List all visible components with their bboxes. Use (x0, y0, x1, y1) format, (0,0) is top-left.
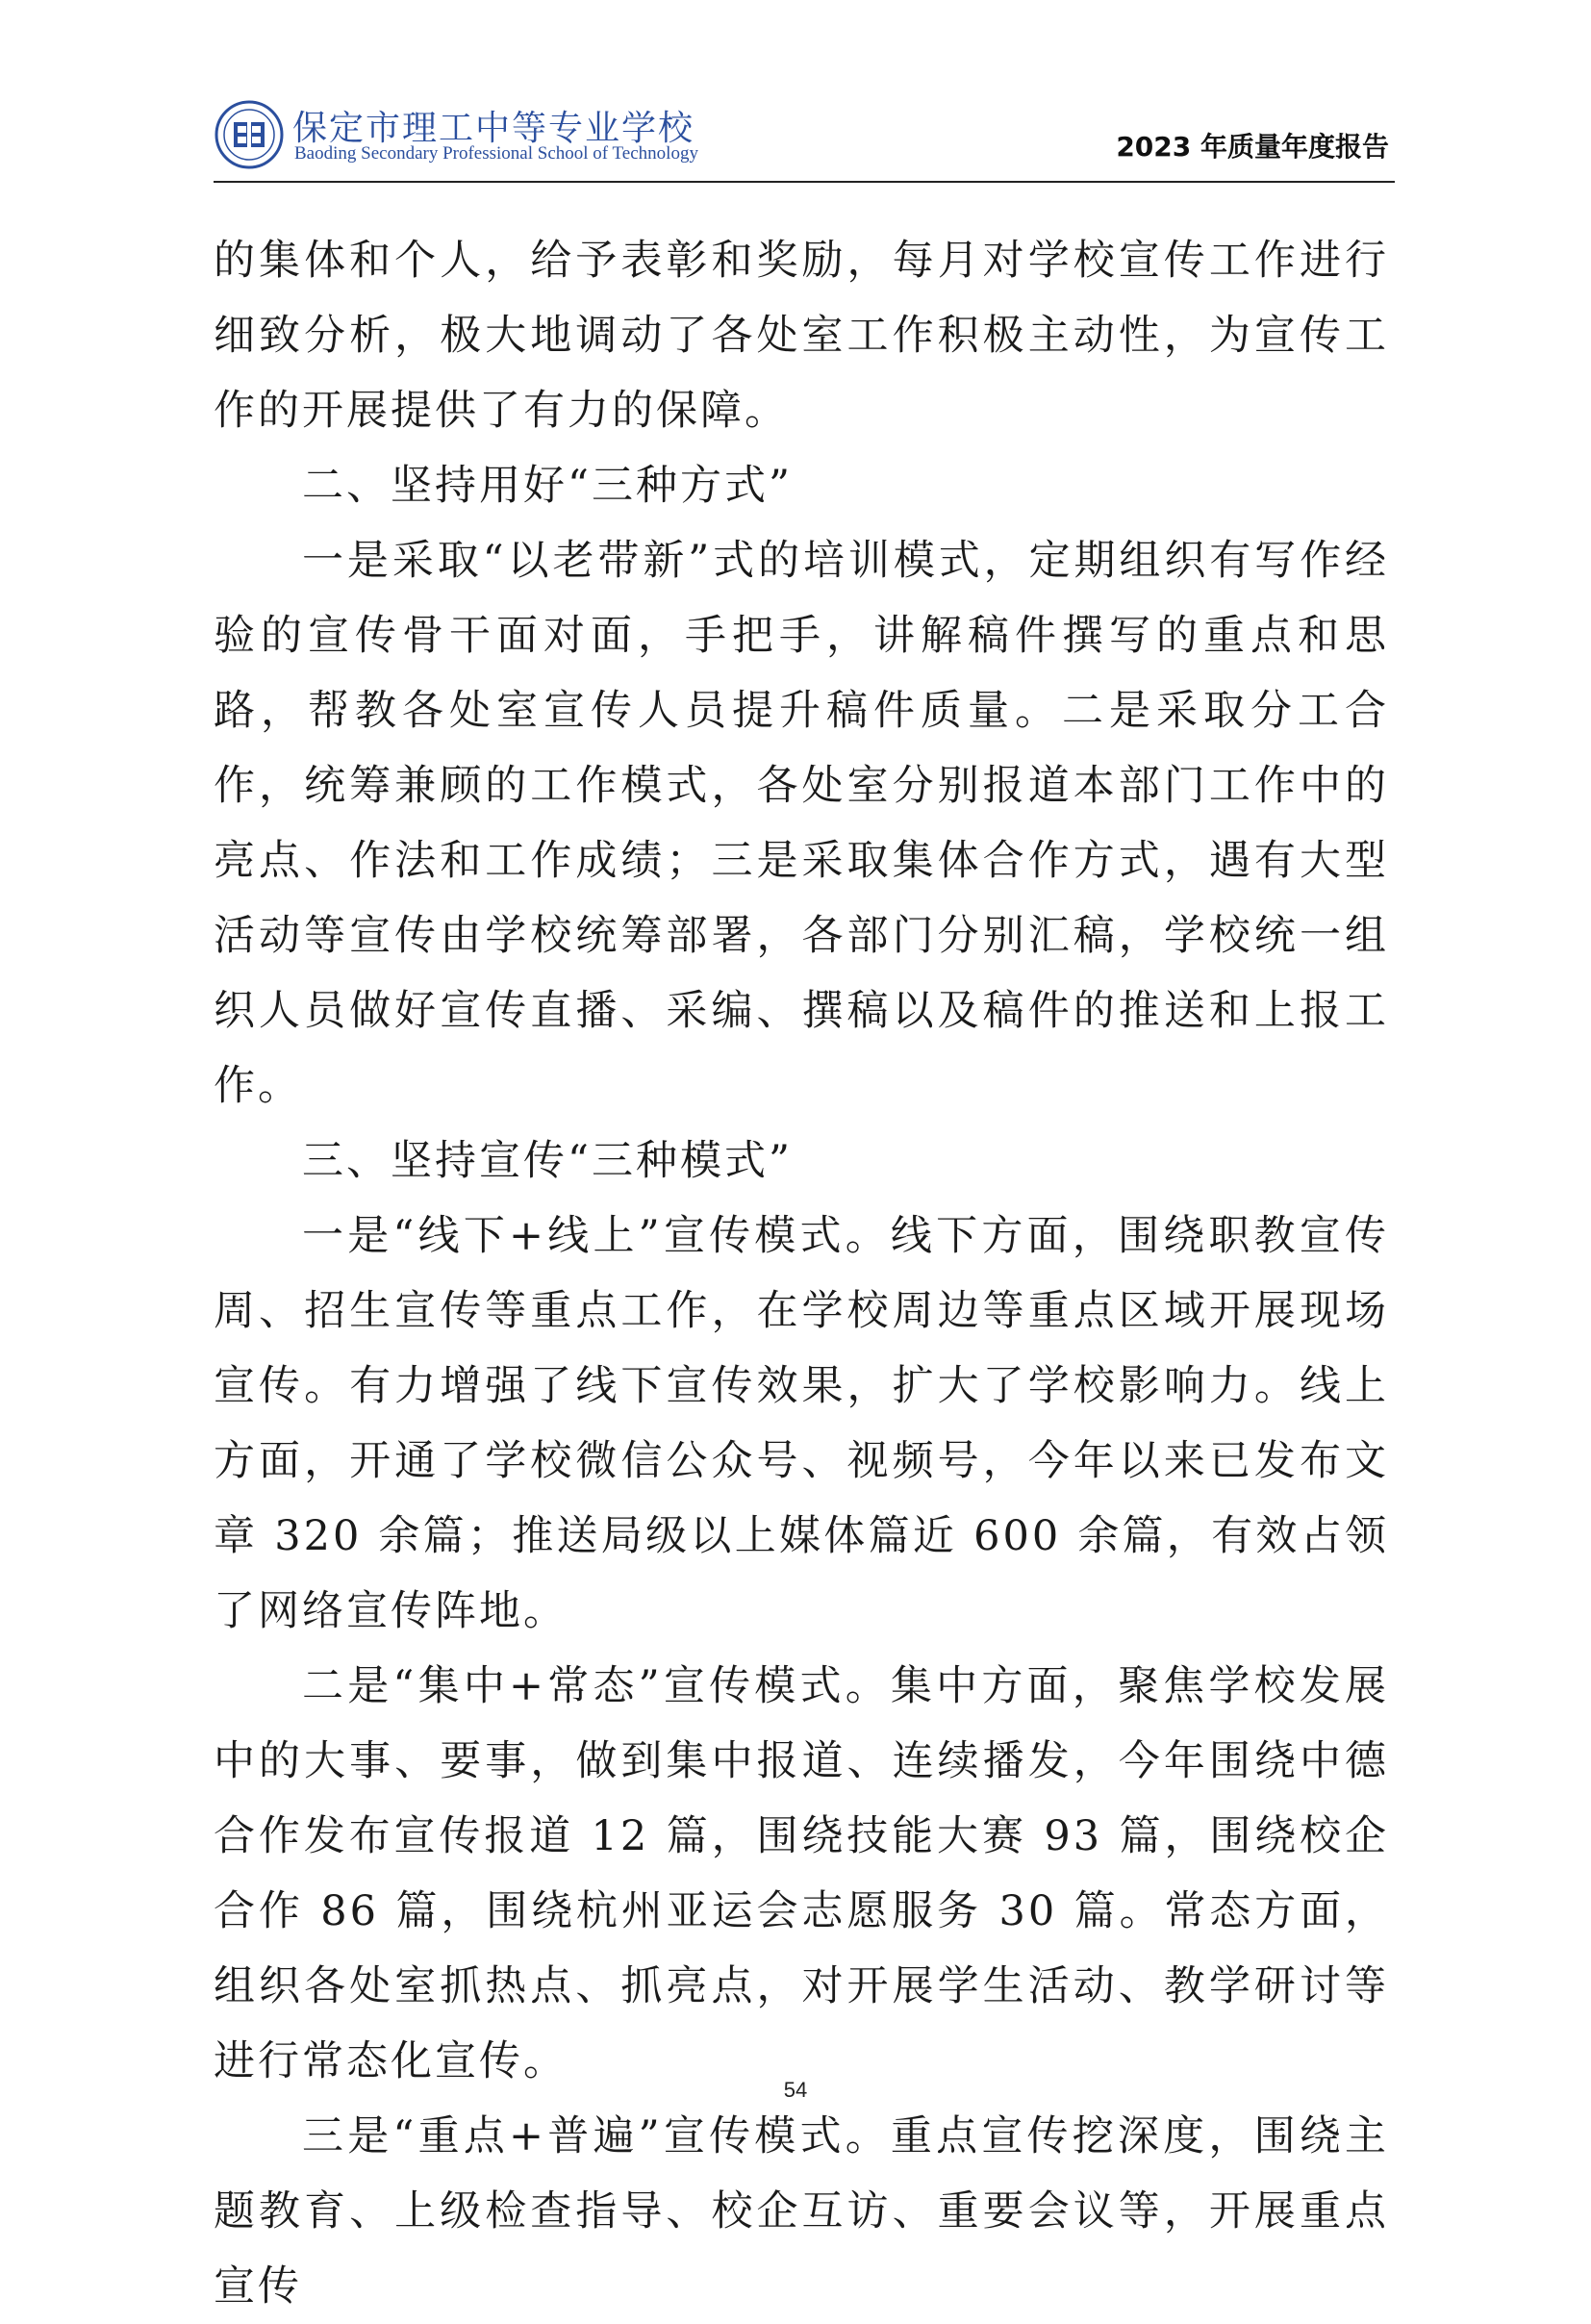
paragraph: 三是“重点+普遍”宣传模式。重点宣传挖深度，围绕主题教育、上级检查指导、校企互访、重要会议等，开展重点宣传 (214, 2112, 1389, 2311)
document-body (214, 223, 1389, 2324)
header-divider (214, 181, 1395, 183)
school-emblem-icon (214, 99, 285, 170)
report-title: 2023 年质量年度报告 (1116, 131, 1389, 163)
school-name-chinese: 保定市理工中等专业学校 (292, 109, 695, 148)
section-heading-2: 二、坚持用好“三种方式” (302, 462, 793, 510)
school-name-english: Baoding Secondary Professional School of Technology (294, 143, 698, 164)
paragraph: 二是“集中+常态”宣传模式。集中方面，聚焦学校发展中的大事、要事，做到集中报道、连续播发，今年围绕中德合作发布宣传报道 12 篇，围绕技能大赛 93 篇，围绕校企合作 86 篇，围绕杭州亚运会志愿服务 30 篇。常态方面，组织各处室抓热点、抓亮点，对开展学生活动、教学研讨等进行常态化宣传。 (214, 1662, 1389, 2085)
section-heading-3: 三、坚持宣传“三种模式” (302, 1137, 793, 1185)
paragraph: 一是“线下+线上”宣传模式。线下方面，围绕职教宣传周、招生宣传等重点工作，在学校周边等重点区域开展现场宣传。有力增强了线下宣传效果，扩大了学校影响力。线上方面，开通了学校微信公众号、视频号，今年以来已发布文章 320 余篇；推送局级以上媒体篇近 600 余篇，有效占领了网络宣传阵地。 (214, 1212, 1389, 1635)
page-number: 54 (783, 2078, 808, 2102)
paragraph-continuation: 的集体和个人，给予表彰和奖励，每月对学校宣传工作进行细致分析，极大地调动了各处室工作积极主动性，为宣传工作的开展提供了有力的保障。 (214, 237, 1389, 435)
page-header (214, 91, 1395, 183)
paragraph: 一是采取“以老带新”式的培训模式，定期组织有写作经验的宣传骨干面对面，手把手，讲解稿件撰写的重点和思路，帮教各处室宣传人员提升稿件质量。二是采取分工合作，统筹兼顾的工作模式，各处室分别报道本部门工作中的亮点、作法和工作成绩；三是采取集体合作方式，遇有大型活动等宣传由学校统筹部署，各部门分别汇稿，学校统一组织人员做好宣传直播、采编、撰稿以及稿件的推送和上报工作。 (214, 537, 1389, 1110)
